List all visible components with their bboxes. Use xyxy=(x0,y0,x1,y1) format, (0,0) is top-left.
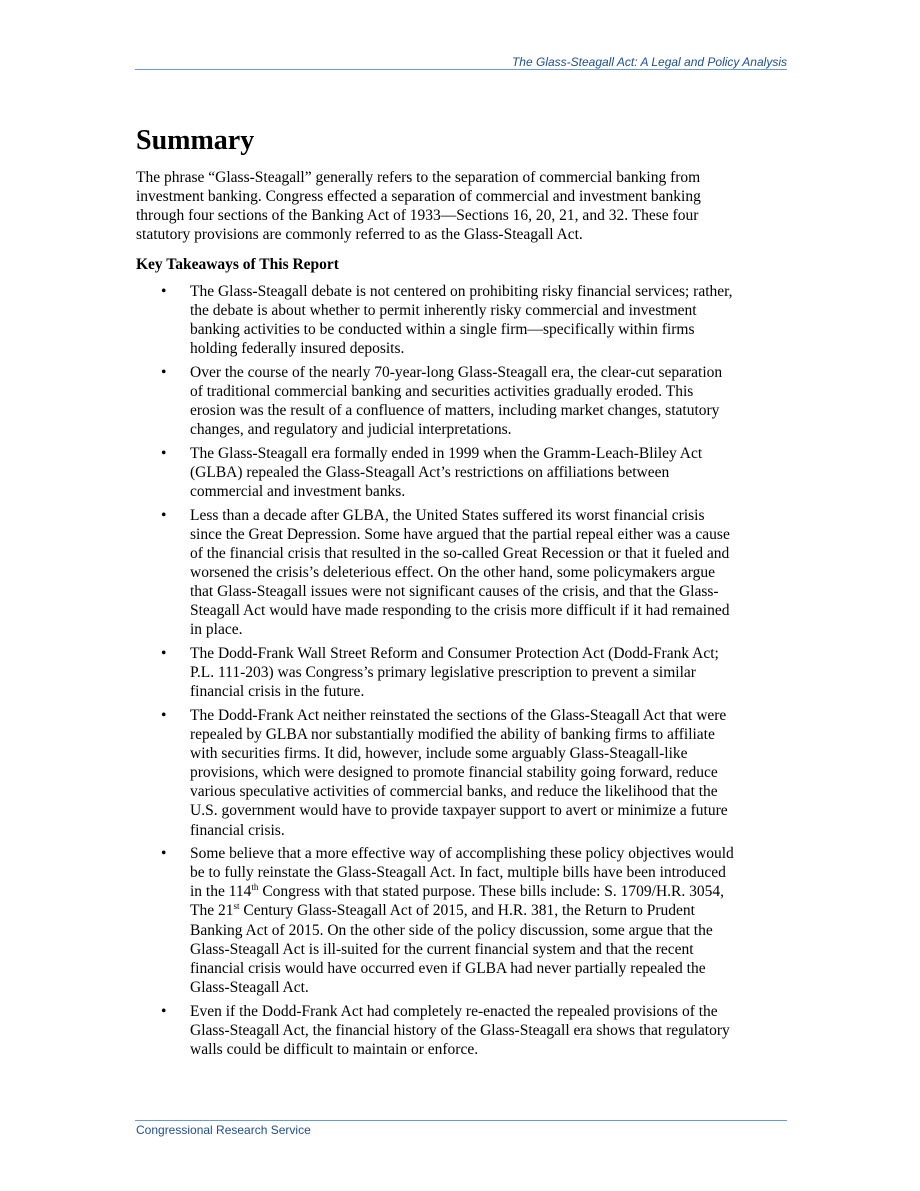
list-item xyxy=(136,363,736,439)
footer-publisher: Congressional Research Service xyxy=(136,1123,311,1137)
bullet-icon: • xyxy=(161,845,167,863)
list-item xyxy=(136,282,736,358)
list-item xyxy=(136,706,736,840)
intro-paragraph: The phrase “Glass-Steagall” generally refers to the separation of commercial banking from investment banking. Congress effected a separation of commercial and investment banking through four sections of the Banking Act of 1933—Sections 16, 20, 21, and 32. These four statutory provisions are commonly referred to as the Glass-Steagall Act. xyxy=(136,169,701,244)
bullet-icon: • xyxy=(161,506,167,524)
key-takeaways-heading: Key Takeaways of This Report xyxy=(136,256,339,273)
list-item xyxy=(136,844,736,997)
list-item xyxy=(136,506,736,640)
list-item-text: The Glass-Steagall era formally ended in 1999 when the Gramm-Leach-Bliley Act (GLBA) repealed the Glass-Steagall Act’s restrictions on affiliations between commercial and investment banks. xyxy=(190,444,703,501)
list-item-text: The Dodd-Frank Wall Street Reform and Consumer Protection Act (Dodd-Frank Act; P.L. 111-203) was Congress’s primary legislative prescription to prevent a similar financial crisis in the future. xyxy=(190,645,719,701)
list-item-text-part: Congress with that stated purpose. These bills include: S. 1709/H.R. 3054, The 21 xyxy=(190,883,724,920)
list-item-text-part: Some believe that a more effective way of accomplishing these policy objectives would be to fully reinstate the Glass-Steagall Act. In fact, multiple bills have been introduced in the 114 xyxy=(190,845,734,901)
list-item-text: Less than a decade after GLBA, the United States suffered its worst financial crisis since the Great Depression. Some have argued that the partial repeal either was a cause of the financial crisis that resulted in the so-called Great Recession or that it fueled and worsened the crisis’s deleterious effect. On the other hand, some policymakers argue that Glass-Steagall issues were not significant causes of the crisis, and that the Glass-Steagall Act would have made responding to the crisis more difficult if it had remained in place. xyxy=(190,506,730,639)
bullet-icon: • xyxy=(161,444,167,462)
ordinal-suffix: st xyxy=(233,901,240,912)
footer-divider xyxy=(135,1120,787,1121)
list-item-text xyxy=(190,845,734,996)
list-item-text: The Glass-Steagall debate is not centered on prohibiting risky financial services; rather, the debate is about whether to permit inherently risky commercial and investment banking activities to be conducted within a single firm—specifically within firms holding federally insured deposits. xyxy=(190,283,733,358)
running-header: The Glass-Steagall Act: A Legal and Policy Analysis xyxy=(511,55,787,69)
key-takeaways-list xyxy=(136,282,736,1063)
ordinal-suffix: th xyxy=(251,882,259,893)
list-item-text-part: Century Glass-Steagall Act of 2015, and H.R. 381, the Return to Prudent Banking Act of 2015. On the other side of the policy discussion, some argue that the Glass-Steagall Act is ill-suited for the current financial system and that the recent financial crisis would have occurred even if GLBA had never partially repealed the Glass-Steagall Act. xyxy=(190,902,713,996)
list-item xyxy=(136,644,736,701)
header-divider xyxy=(135,69,787,70)
list-item xyxy=(136,444,736,501)
bullet-icon: • xyxy=(161,363,167,381)
list-item-text: The Dodd-Frank Act neither reinstated the sections of the Glass-Steagall Act that were repealed by GLBA nor substantially modified the ability of banking firms to affiliate with securities firms. It did, however, include some arguably Glass-Steagall-like provisions, which were designed to promote financial stability going forward, reduce various speculative activities of commercial banks, and reduce the likelihood that the U.S. government would have to provide taxpayer support to avert or minimize a future financial crisis. xyxy=(190,706,728,839)
list-item xyxy=(136,1002,736,1059)
bullet-icon: • xyxy=(161,645,167,663)
bullet-icon: • xyxy=(161,283,167,300)
list-item-text: Over the course of the nearly 70-year-long Glass-Steagall era, the clear-cut separation of traditional commercial banking and securities activities gradually eroded. This erosion was the result of a confluence of matters, including market changes, statutory changes, and regulatory and judicial interpretations. xyxy=(190,363,723,439)
bullet-icon: • xyxy=(161,706,167,724)
section-title: Summary xyxy=(136,125,255,156)
list-item-text: Even if the Dodd-Frank Act had completely re-enacted the repealed provisions of the Glass-Steagall Act, the financial history of the Glass-Steagall era shows that regulatory walls could be difficult to maintain or enforce. xyxy=(190,1002,730,1058)
bullet-icon: • xyxy=(161,1002,167,1020)
